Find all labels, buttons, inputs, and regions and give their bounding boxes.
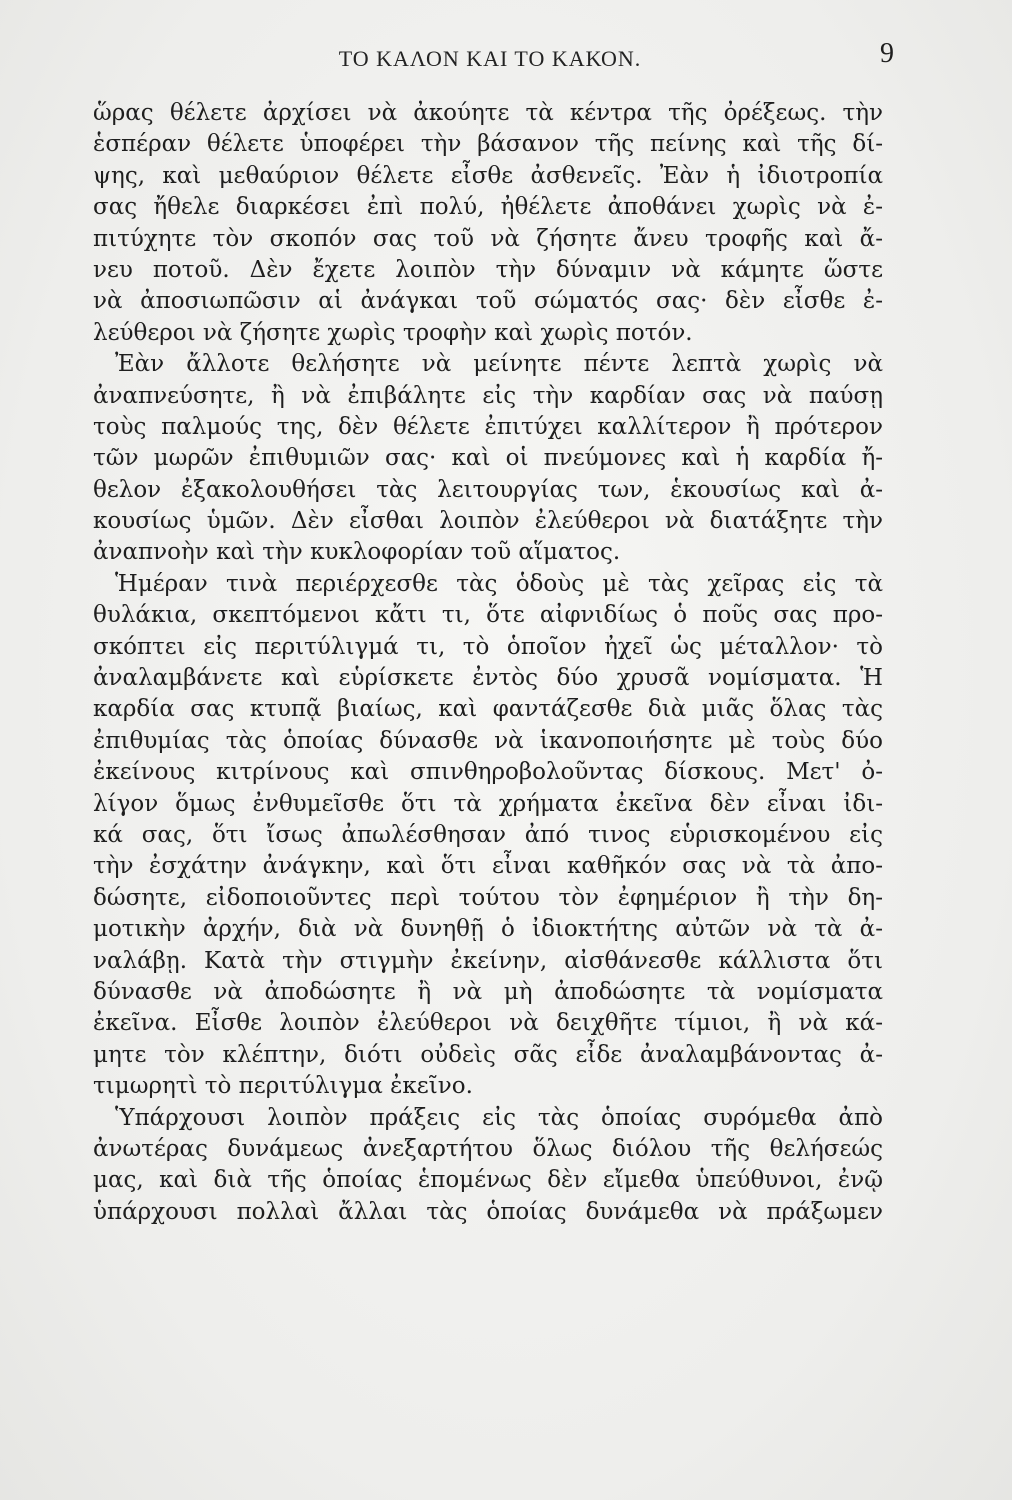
text-line: τοὺς παλμούς της, δὲν θέλετε ἐπιτύχει καλλίτερον ἢ πρότερον (93, 413, 883, 440)
text-line: ἀναλαμβάνετε καὶ εὑρίσκετε ἐντὸς δύο χρυσᾶ νομίσματα. Ἡ (93, 665, 883, 692)
page-number: 9 (880, 38, 894, 69)
text-line: κουσίως ὑμῶν. Δὲν εἶσθαι λοιπὸν ἐλεύθεροι νὰ διατάξητε τὴν (93, 508, 883, 535)
page-header (90, 38, 894, 78)
text-line: μας, καὶ διὰ τῆς ὁποίας ἑπομένως δὲν εἴμεθα ὑπεύθυνοι, ἐνῷ (93, 1167, 883, 1194)
text-line: ὑπάρχουσι πολλαὶ ἄλλαι τὰς ὁποίας δυνάμεθα νὰ πράξωμεν (93, 1198, 883, 1225)
paragraph-end-line: ἀναπνοὴν καὶ τὴν κυκλοφορίαν τοῦ αἵματος. (93, 539, 621, 566)
text-line: ἐκείνους κιτρίνους καὶ σπινθηροβολοῦντας δίσκους. Μετ' ὀ- (93, 759, 883, 786)
text-line: θυλάκια, σκεπτόμενοι κἄτι τι, ὅτε αἰφνιδίως ὁ ποῦς σας προ- (93, 602, 883, 629)
text-line: ὥρας θέλετε ἀρχίσει νὰ ἀκούητε τὰ κέντρα τῆς ὀρέξεως. τὴν (93, 100, 883, 126)
paragraph-start-line: Ἡμέραν τινὰ περιέρχεσθε τὰς ὁδοὺς μὲ τὰς χεῖρας εἰς τὰ (115, 570, 883, 597)
text-line: κά σας, ὅτι ἴσως ἀπωλέσθησαν ἀπό τινος εὑρισκομένου εἰς (93, 821, 883, 848)
text-line: ἐπιθυμίας τὰς ὁποίας δύνασθε νὰ ἱκανοποιήσητε μὲ τοὺς δύο (93, 727, 883, 754)
text-line: μοτικὴν ἀρχήν, διὰ νὰ δυνηθῇ ὁ ἰδιοκτήτης αὐτῶν νὰ τὰ ἀ- (93, 916, 883, 943)
text-line: σας ἤθελε διαρκέσει ἐπὶ πολύ, ἠθέλετε ἀποθάνει χωρὶς νὰ ἐ- (93, 194, 883, 221)
text-line: τὴν ἐσχάτην ἀνάγκην, καὶ ὅτι εἶναι καθῆκόν σας νὰ τὰ ἀπο- (93, 853, 883, 880)
text-line: μητε τὸν κλέπτην, διότι οὐδεὶς σᾶς εἶδε ἀναλαμβάνοντας ἀ- (93, 1041, 883, 1068)
running-title: ΤΟ ΚΑΛΟΝ ΚΑΙ ΤΟ ΚΑΚΟΝ. (338, 46, 642, 71)
body-text (93, 98, 883, 1228)
text-line: τῶν μωρῶν ἐπιθυμιῶν σας· καὶ οἱ πνεύμονες καὶ ἡ καρδία ἤ- (93, 445, 883, 472)
text-line: λίγον ὅμως ἐνθυμεῖσθε ὅτι τὰ χρήματα ἐκεῖνα δὲν εἶναι ἰδι- (93, 790, 883, 817)
text-line: δώσητε, εἰδοποιοῦντες περὶ τούτου τὸν ἐφημέριον ἢ τὴν δη- (93, 884, 883, 911)
text-line: ψης, καὶ μεθαύριον θέλετε εἶσθε ἀσθενεῖς. Ἐὰν ἡ ἰδιοτροπία (93, 162, 883, 189)
text-line: δύνασθε νὰ ἀποδώσητε ἢ νὰ μὴ ἀποδώσητε τὰ νομίσματα (93, 978, 883, 1005)
paragraph-start-line: Ὑπάρχουσι λοιπὸν πράξεις εἰς τὰς ὁποίας συρόμεθα ἀπὸ (115, 1104, 883, 1131)
text-line: νευ ποτοῦ. Δὲν ἔχετε λοιπὸν τὴν δύναμιν νὰ κάμητε ὥστε (93, 256, 883, 283)
text-line: ἑσπέραν θέλετε ὑποφέρει τὴν βάσανον τῆς πείνης καὶ τῆς δί- (93, 131, 883, 158)
text-line: νὰ ἀποσιωπῶσιν αἱ ἀνάγκαι τοῦ σώματός σας· δὲν εἶσθε ἐ- (93, 288, 883, 315)
paragraph-end-line: τιμωρητὶ τὸ περιτύλιγμα ἐκεῖνο. (93, 1073, 473, 1100)
paragraph-end-line: λεύθεροι νὰ ζήσητε χωρὶς τροφὴν καὶ χωρὶς ποτόν. (93, 319, 693, 346)
text-line: καρδία σας κτυπᾷ βιαίως, καὶ φαντάζεσθε διὰ μιᾶς ὅλας τὰς (93, 696, 883, 723)
text-line: ἐκεῖνα. Εἶσθε λοιπὸν ἐλεύθεροι νὰ δειχθῆτε τίμιοι, ἢ νὰ κά- (93, 1010, 883, 1037)
text-line: ἀνωτέρας δυνάμεως ἀνεξαρτήτου ὅλως διόλου τῆς θελήσεώς (93, 1135, 883, 1162)
text-line: θελον ἐξακολουθήσει τὰς λειτουργίας των, ἑκουσίως καὶ ἀ- (93, 476, 883, 503)
text-line: ναλάβῃ. Κατὰ τὴν στιγμὴν ἐκείνην, αἰσθάνεσθε κάλλιστα ὅτι (93, 947, 883, 974)
text-line: σκόπτει εἰς περιτύλιγμά τι, τὸ ὁποῖον ἠχεῖ ὡς μέταλλον· τὸ (93, 633, 883, 660)
paragraph-start-line: Ἐὰν ἄλλοτε θελήσητε νὰ μείνητε πέντε λεπτὰ χωρὶς νὰ (115, 351, 883, 378)
text-line: ἀναπνεύσητε, ἢ νὰ ἐπιβάλητε εἰς τὴν καρδίαν σας νὰ παύσῃ (93, 382, 883, 409)
text-line: πιτύχητε τὸν σκοπόν σας τοῦ νὰ ζήσητε ἄνευ τροφῆς καὶ ἄ- (93, 225, 883, 252)
